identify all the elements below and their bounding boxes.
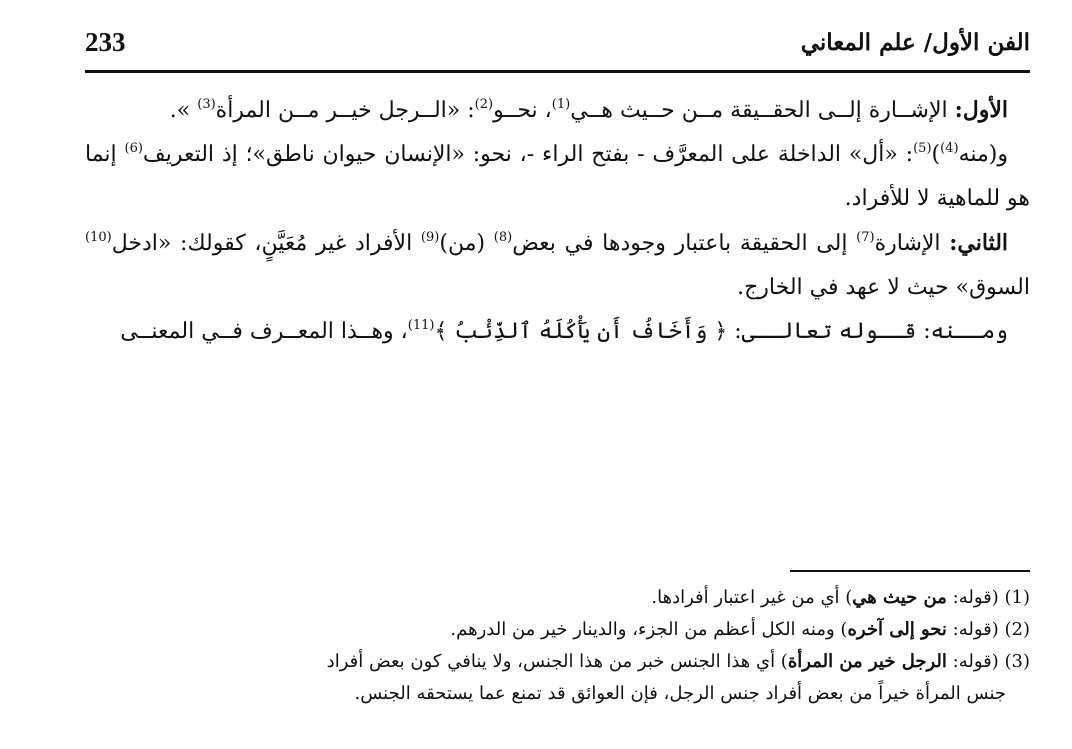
footnote-number: (3): [1004, 651, 1030, 672]
text-run: ومــنه: قــوله تعالــى: ﴿: [707, 319, 1008, 344]
text-run: ، نحــو: [493, 98, 552, 123]
text-run: ): [931, 142, 941, 167]
page-header: [85, 20, 1030, 64]
footnote-label: الرجل خير من المرأة: [787, 651, 947, 672]
footnote-number: (2): [1004, 619, 1030, 640]
footnote-ref[interactable]: (6): [124, 141, 143, 156]
footnote-number: (1): [1004, 587, 1030, 608]
footnote-ref[interactable]: (1): [551, 97, 571, 112]
text-run: إنما هو للماهية لا للأفراد.: [85, 142, 1030, 211]
footnote-ref[interactable]: (5): [913, 141, 932, 156]
page-number: 233: [85, 26, 126, 57]
text-run: السوق» حيث لا عهد في الخارج.: [737, 275, 1030, 300]
text-run: ﴾: [434, 319, 455, 344]
footnote-ref[interactable]: (9): [420, 230, 440, 245]
paragraph-lead: الثاني:: [949, 230, 1009, 256]
footnote-ref[interactable]: (8): [493, 230, 513, 245]
footnote-text: ): [780, 651, 788, 672]
footnote-text: (قوله:: [946, 587, 1005, 608]
text-run: إلى الحقيقة باعتبار وجودها في بعض: [512, 231, 857, 256]
text-run: ».: [169, 98, 198, 123]
footnote-separator: [790, 570, 1030, 572]
footnote-text: أي هذا الجنس خبر من هذا الجنس، ولا ينافي كون بعض أفراد: [326, 651, 781, 672]
header-rule: [85, 70, 1030, 73]
footnotes: [85, 582, 1030, 710]
footnote-ref[interactable]: (7): [856, 230, 875, 245]
footnote-label: من حيث هي: [852, 587, 947, 608]
text-run: ، وهــذا المعــرف فــي المعنــى: [120, 319, 408, 344]
quran-verse: وَأَخَافُ أَن يَأْكُلَهُ ٱلذِّئْبُ: [454, 319, 708, 344]
footnote: [85, 646, 1030, 710]
text-run: و(منه: [958, 142, 1008, 167]
text-run: : «الــرجل خيــر مــن المرأة: [215, 98, 475, 123]
footnote-ref[interactable]: (4): [940, 141, 959, 156]
footnote-ref[interactable]: (10): [85, 230, 112, 245]
footnote: [85, 582, 1030, 614]
footnote: [85, 614, 1030, 646]
footnote-ref[interactable]: (2): [474, 97, 494, 112]
paragraph-third: [85, 221, 1030, 310]
paragraph-fourth: [85, 310, 1030, 354]
text-run: الإشارة: [874, 231, 950, 256]
footnote-text: ومنه الكل أعظم من الجزء، والدينار خير من الدرهم.: [450, 619, 841, 640]
footnote-label: نحو إلى آخره: [847, 619, 947, 640]
footnote-ref[interactable]: (3): [197, 97, 216, 112]
footnote-text: (قوله:: [946, 651, 1005, 672]
footnote-text: ): [845, 587, 853, 608]
paragraph-second: [85, 133, 1030, 221]
text-run: : «أل» الداخلة على المعرَّف - بفتح الراء -، نحو: «الإنسان حيوان ناطق»؛ إذ التعريف: [142, 142, 914, 167]
footnote-ref[interactable]: (11): [407, 318, 435, 333]
footnote-text: ): [840, 619, 848, 640]
footnote-text: (قوله:: [946, 619, 1005, 640]
paragraph-first: [85, 88, 1030, 133]
footnote-continuation: جنس المرأة خيراً من بعض أفراد جنس الرجل، فإن العوائق قد تمنع عما يستحقه الجنس.: [354, 683, 1006, 704]
text-run: (من): [439, 231, 494, 256]
text-run: الإشــارة إلــى الحقــيقة مــن حــيث هــي: [570, 98, 955, 123]
running-head: الفن الأول/ علم المعاني: [800, 28, 1030, 56]
paragraph-lead: الأول:: [954, 97, 1008, 123]
footnote-text: أي من غير اعتبار أفرادها.: [651, 587, 846, 608]
text-run: الأفراد غير مُعَيَّنٍ، كقولك: «ادخل: [111, 231, 421, 256]
main-text: [85, 88, 1030, 354]
